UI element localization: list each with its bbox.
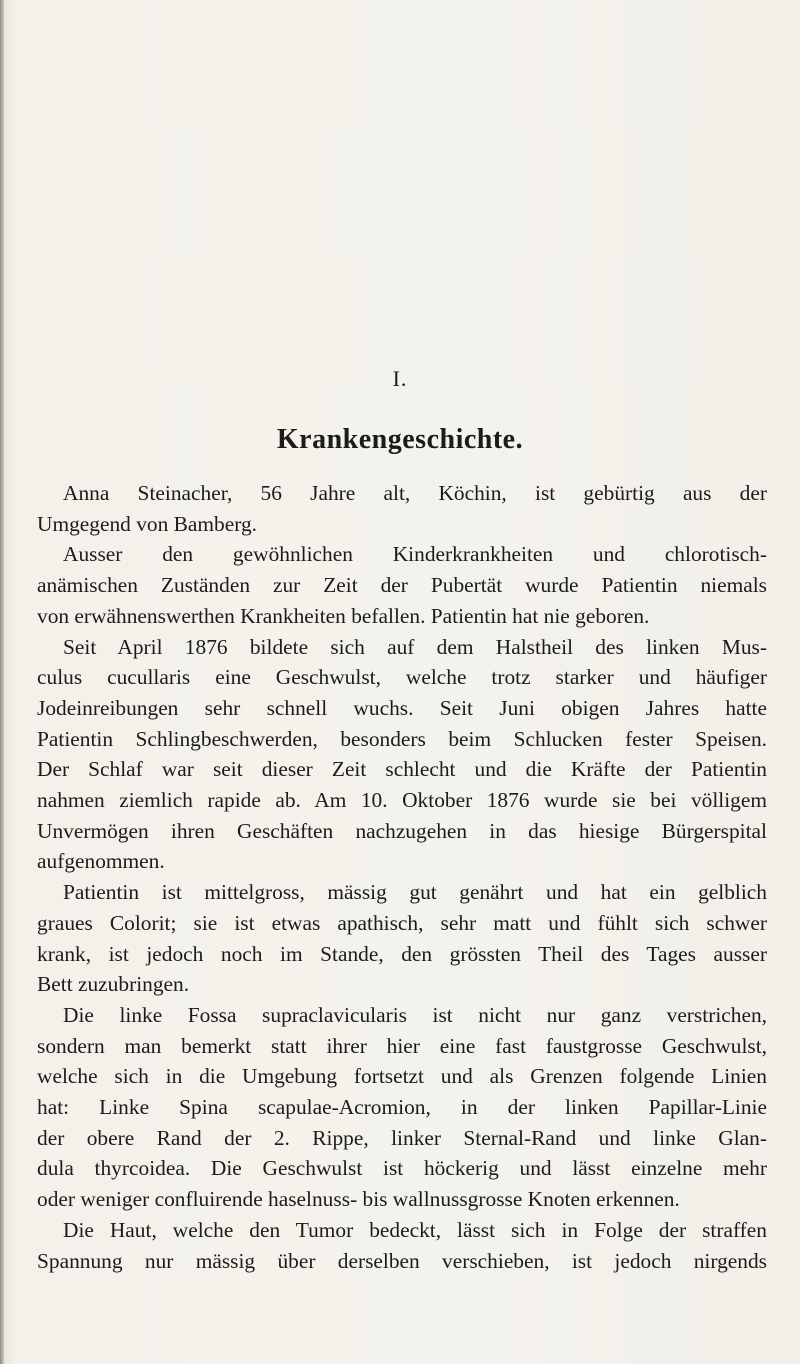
section-number: I. [392, 366, 408, 391]
text-line: Seit April 1876 bildete sich auf dem Halstheil des linken Mus- [63, 634, 767, 659]
text-line: Der Schlaf war seit dieser Zeit schlecht und die Kräfte der Patientin [37, 757, 767, 782]
text-line: Patientin ist mittelgross, mässig gut genährt und hat ein gelblich [63, 880, 767, 905]
text-line: Ausser den gewöhnlichen Kinderkrankheiten und chlorotisch- [63, 542, 767, 567]
text-line: der obere Rand der 2. Rippe, linker Sternal-Rand und linke Glan- [37, 1125, 767, 1150]
text-line: graues Colorit; sie ist etwas apathisch, sehr matt und fühlt sich schwer [37, 910, 767, 935]
text-line: Bett zuzubringen. [37, 972, 190, 997]
text-line: anämischen Zuständen zur Zeit der Pubertät wurde Patientin niemals [37, 573, 767, 598]
text-line: sondern man bemerkt statt ihrer hier eine fast faustgrosse Geschwulst, [37, 1033, 767, 1058]
text-line: aufgenommen. [37, 849, 165, 874]
text-line: Patientin Schlingbeschwerden, besonders beim Schlucken fester Speisen. [37, 726, 767, 751]
text-line: Spannung nur mässig über derselben verschieben, ist jedoch nirgends [37, 1248, 767, 1273]
body-text [37, 478, 767, 1276]
text-line: nahmen ziemlich rapide ab. Am 10. Oktober 1876 wurde sie bei völligem [37, 788, 767, 813]
text-line: Die Haut, welche den Tumor bedeckt, lässt sich in Folge der straffen [63, 1217, 767, 1242]
text-line: Anna Steinacher, 56 Jahre alt, Köchin, ist gebürtig aus der [63, 481, 767, 505]
chapter-title: Krankengeschichte. [276, 424, 524, 455]
text-line: oder weniger confluirende haselnuss- bis wallnussgrosse Knoten erkennen. [37, 1187, 680, 1212]
text-line: hat: Linke Spina scapulae-Acromion, in der linken Papillar-Linie [37, 1095, 767, 1120]
page-binding-edge [0, 0, 4, 1364]
text-line: von erwähnenswerthen Krankheiten befallen. Patientin hat nie geboren. [37, 603, 650, 628]
text-line: Umgegend von Bamberg. [37, 511, 258, 536]
text-line: Die linke Fossa supraclavicularis ist nicht nur ganz verstrichen, [63, 1002, 767, 1027]
text-line: Jodeinreibungen sehr schnell wuchs. Seit Juni obigen Jahres hatte [37, 695, 767, 720]
text-line: Unvermögen ihren Geschäften nachzugehen in das hiesige Bürgerspital [37, 818, 767, 843]
text-line: welche sich in die Umgebung fortsetzt und als Grenzen folgende Linien [37, 1064, 767, 1089]
text-line: dula thyrcoidea. Die Geschwulst ist höckerig und lässt einzelne mehr [37, 1156, 767, 1181]
text-line: krank, ist jedoch noch im Stande, den grössten Theil des Tages ausser [37, 941, 767, 966]
text-line: culus cucullaris eine Geschwulst, welche trotz starker und häufiger [37, 665, 767, 690]
